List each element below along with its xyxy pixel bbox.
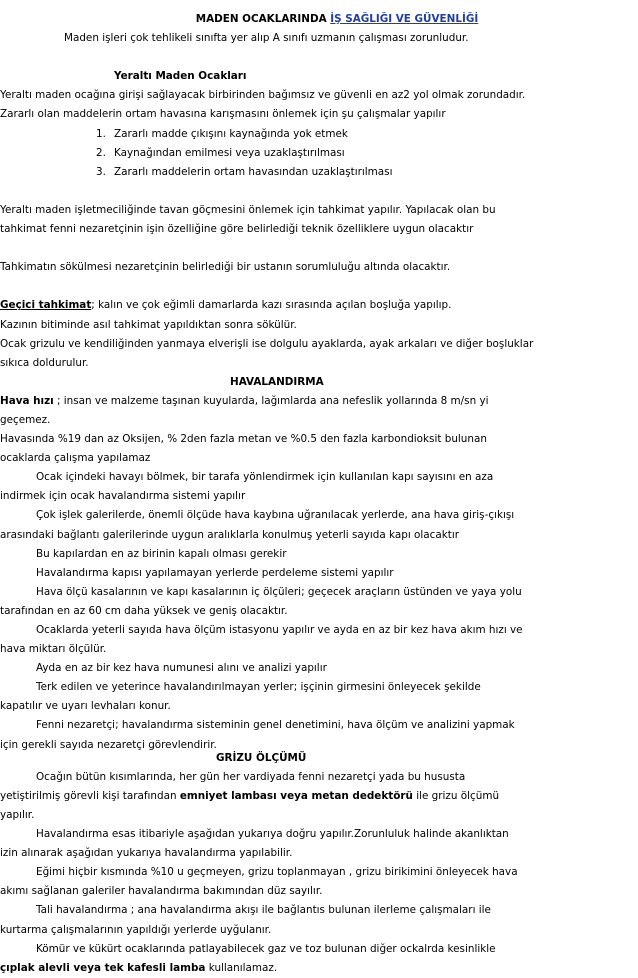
paragraph-line: hava miktarı ölçülür. — [0, 643, 107, 656]
term-hava-hizi: Hava hızı — [0, 394, 54, 407]
paragraph-line: Yeraltı maden işletmeciliğinde tavan göçmesini önlemek için tahkimat yapılır. Yapılacak olan bu — [0, 203, 496, 216]
paragraph-line: Fenni nezaretçi; havalandırma sisteminin genel denetimini, hava ölçüm ve analizini yapmak — [36, 719, 515, 732]
paragraph-line: Bu kapılardan en az birinin kapalı olması gerekir — [36, 547, 287, 560]
paragraph-line: Havasında %19 dan az Oksijen, % 2den fazla metan ve %0.5 den fazla karbondioksit bulunan — [0, 433, 487, 446]
section-heading-underground: Yeraltı Maden Ocakları — [114, 70, 247, 83]
paragraph-line: Yeraltı maden ocağına girişi sağlayacak birbirinden bağımsız ve güvenli en az2 yol olmak zorundadır. — [0, 89, 526, 102]
term-emniyet-lambasi: emniyet lambası veya metan dedektörü — [179, 789, 413, 802]
document-title — [78, 10, 626, 29]
paragraph-line: Hava hızı ; insan ve malzeme taşınan kuyularda, lağımlarda ana nefeslik yollarında 8 m/sn yi — [0, 394, 489, 407]
paragraph-line: ocaklarda çalışma yapılamaz — [0, 452, 151, 465]
section-heading-ventilation: HAVALANDIRMA — [230, 375, 324, 388]
term-gecici-tahkimat: Geçici tahkimat — [0, 299, 92, 312]
paragraph-line: indirmek için ocak havalandırma sistemi yapılır — [0, 490, 246, 503]
title-accent: İŞ SAĞLIĞI VE GÜVENLİĞİ — [330, 13, 479, 25]
paragraph-line: Ayda en az bir kez hava numunesi alını ve analizi yapılır — [36, 662, 327, 675]
paragraph-line: Ocağın bütün kısımlarında, her gün her vardiyada fenni nezaretçi yada bu hususta — [36, 770, 466, 783]
paragraph-line: Ocaklarda yeterli sayıda hava ölçüm istasyonu yapılır ve ayda en az bir kez hava akım hızı ve — [36, 624, 523, 636]
paragraph-line: tarafından en az 60 cm daha yüksek ve geniş olacaktır. — [0, 604, 288, 617]
document-page — [0, 10, 626, 978]
paragraph-line: yapılır. — [0, 808, 35, 821]
paragraph-line: arasındaki bağlantı galerilerinde uygun aralıklarla konulmuş yeterli sayıda kapı olacaktır — [0, 528, 459, 541]
paragraph-line: Ocak grizulu ve kendiliğinden yanmaya elverişli ise dolgulu ayaklarda, ayak arkaları ve diğer boşluklar — [0, 337, 534, 350]
paragraph-line: Zararlı olan maddelerin ortam havasına karışmasını önlemek için şu çalışmalar yapılır — [0, 108, 446, 121]
term-ciplak-alevli-lamba: çıplak alevli veya tek kafesli lamba — [0, 961, 206, 974]
paragraph-line: Geçici tahkimat; kalın ve çok eğimli damarlarda kazı sırasında açılan boşluğa yapılıp. — [0, 299, 452, 312]
paragraph-line: kurtarma çalışmalarının yapıldığı yerlerde uyğulanır. — [0, 923, 272, 936]
paragraph-line: tahkimat fenni nezaretçinin işin özelliğine göre belirlediği teknik özelliklere uygun olacaktır — [0, 223, 474, 236]
paragraph-line: geçemez. — [0, 413, 51, 426]
paragraph-line: Çok işlek galerilerde, önemli ölçüde hava kaybına uğranılacak yerlerde, ana hava giriş-çıkışı — [36, 509, 515, 522]
paragraph-line: kapatılır ve uyarı levhaları konur. — [0, 700, 171, 713]
paragraph-line: Havalandırma kapısı yapılamayan yerlerde perdeleme sistemi yapılır — [36, 566, 394, 579]
intro-line: Maden işleri çok tehlikeli sınıfta yer alıp A sınıfı uzmanın çalışması zorunludur. — [64, 32, 469, 45]
paragraph-line: izin alınarak aşağıdan yukarıya havalandırma yapılabilir. — [0, 847, 293, 860]
paragraph-line: yetiştirilmiş görevli kişi tarafından emniyet lambası veya metan dedektörü ile grizu ölçümü — [0, 789, 500, 802]
paragraph-line: Ocak içindeki havayı bölmek, bir tarafa yönlendirmek için kullanılan kapı sayısını en aza — [36, 471, 494, 484]
paragraph-line: Eğimi hiçbir kısmında %10 u geçmeyen, grizu toplanmayan , grizu birikimini önleyecek hava — [36, 866, 518, 879]
paragraph-line: Tahkimatın sökülmesi nezaretçinin belirlediği bir ustanın sorumluluğu altında olacaktır. — [0, 261, 451, 274]
list-item: 1. Zararlı madde çıkışını kaynağında yok etmek — [96, 127, 348, 140]
list-item: 2. Kaynağından emilmesi veya uzaklaştırılması — [96, 146, 345, 159]
paragraph-line: Hava ölçü kasalarının ve kapı kasalarının iç ölçüleri; geçecek araçların üstünden ve yaya yolu — [36, 585, 522, 598]
paragraph-line: çıplak alevli veya tek kafesli lamba kullanılamaz. — [0, 961, 278, 974]
paragraph-line: Terk edilen ve yeterince havalandırılmayan yerler; işçinin girmesini önleyecek şekilde — [36, 681, 481, 694]
paragraph-line: Kazının bitiminde asıl tahkimat yapıldıktan sonra sökülür. — [0, 318, 297, 331]
paragraph-line: Kömür ve kükürt ocaklarında patlayabilecek gaz ve toz bulunan diğer ockalrda kesinlikle — [36, 942, 496, 955]
paragraph-line: Havalandırma esas itibariyle aşağıdan yukarıya doğru yapılır.Zorunluluk halinde akanlıktan — [36, 828, 509, 841]
title-main: MADEN OCAKLARINDA — [195, 13, 331, 25]
paragraph-line: sıkıca doldurulur. — [0, 356, 89, 369]
list-item: 3. Zararlı maddelerin ortam havasından uzaklaştırılması — [96, 165, 393, 178]
section-heading-grizu: GRİZU ÖLÇÜMÜ — [216, 751, 307, 764]
paragraph-line: Tali havalandırma ; ana havalandırma akışı ile bağlantıs bulunan ilerleme çalışmaları ile — [36, 904, 491, 917]
paragraph-line: akımı sağlanan galeriler havalandırma bakımından düz sayılır. — [0, 885, 323, 898]
paragraph-line: için gerekli sayıda nezaretçi görevlendirir. — [0, 738, 217, 751]
